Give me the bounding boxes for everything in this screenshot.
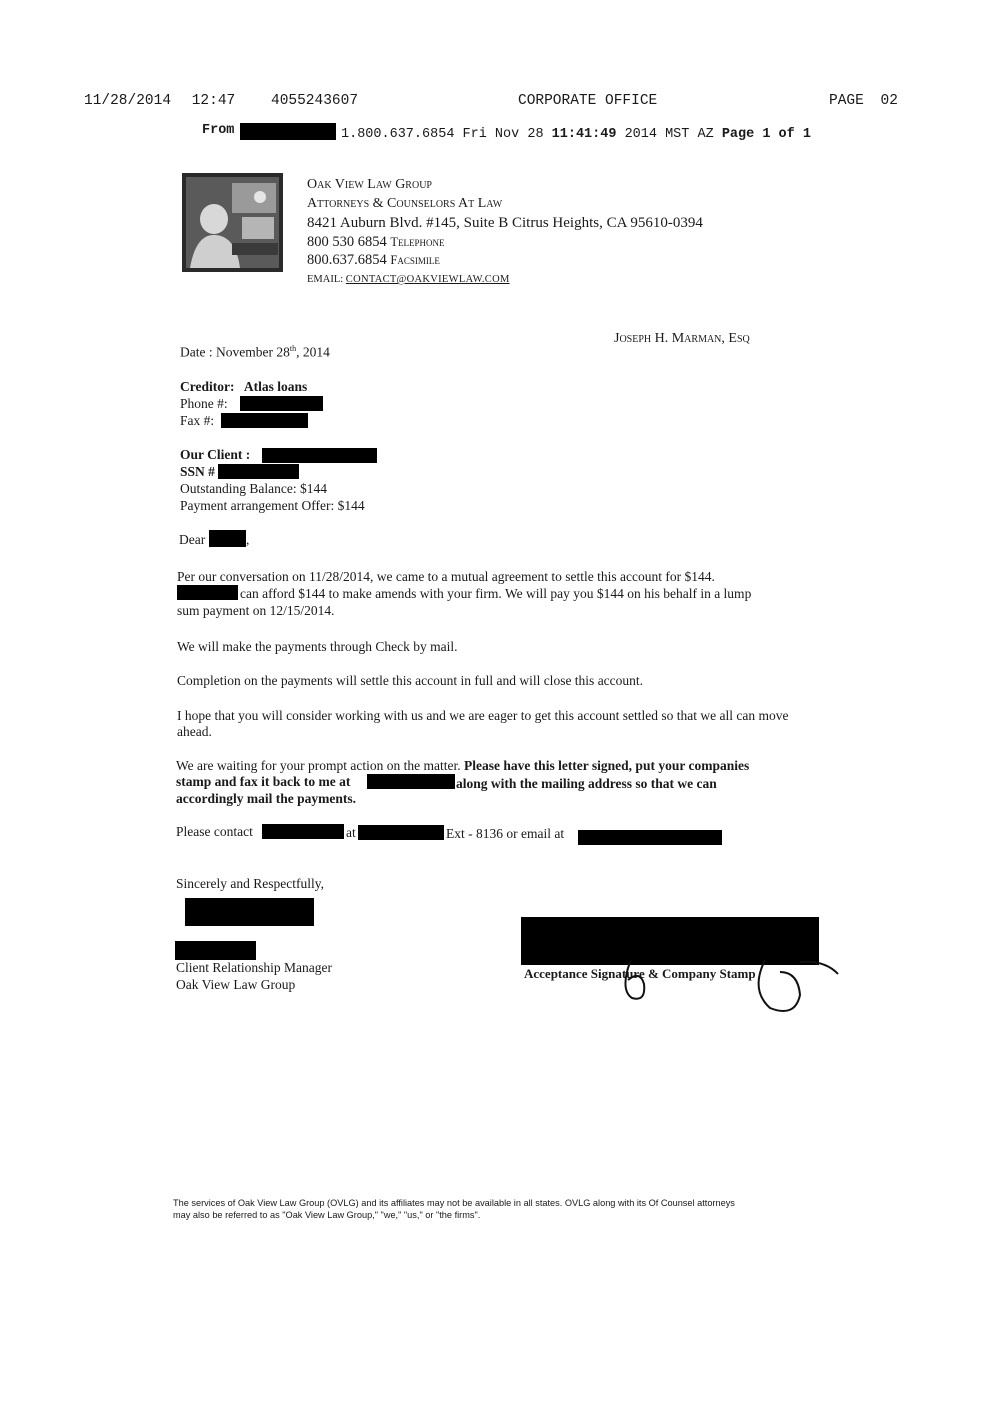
redaction-client-name	[262, 448, 377, 463]
fax-phone: 4055243607	[271, 93, 359, 109]
redaction-from	[240, 123, 336, 140]
client-label: Our Client :	[180, 447, 251, 462]
fax-time: 12:47	[191, 93, 236, 109]
fax-ts-pre: Fri Nov 28	[462, 127, 544, 142]
firm-email-label: EMAIL:	[307, 274, 344, 285]
letter-date-label: Date : November 28	[180, 344, 290, 360]
para5-bold-a: Please have this letter signed, put your companies	[463, 758, 750, 773]
firm-phone-label: Telephone	[390, 235, 445, 249]
fax-ts-time: 11:41:49	[551, 127, 617, 142]
firm-name: Oak View Law Group	[307, 177, 432, 192]
signer-org: Oak View Law Group	[176, 977, 296, 992]
contact-b: at	[346, 825, 356, 840]
fax-office: CORPORATE OFFICE	[518, 93, 658, 109]
contact-a: Please contact	[176, 824, 253, 839]
para3: Completion on the payments will settle this account in full and will close this account.	[177, 673, 644, 688]
firm-phone: 800 530 6854	[307, 234, 387, 250]
footer-disclaimer-line1: The services of Oak View Law Group (OVLG) and its affiliates may not be available in all states. OVLG along with its Of Counsel attorneys	[173, 1198, 735, 1208]
redaction-signer-name	[175, 941, 256, 960]
firm-fax-label: Facsimile	[390, 253, 440, 267]
fax-header	[84, 93, 235, 109]
contact-c: Ext - 8136 or email at	[446, 826, 565, 841]
creditor-line	[180, 379, 307, 395]
fax-page-num: 02	[880, 93, 898, 109]
salutation: Dear	[179, 532, 206, 547]
firm-email-line	[307, 274, 510, 285]
creditor-phone-label: Phone #:	[180, 396, 228, 411]
redaction-ssn	[218, 464, 299, 479]
outstanding-balance: Outstanding Balance: $144	[180, 481, 327, 496]
creditor-fax-label: Fax #:	[180, 413, 215, 428]
redaction-creditor-phone	[240, 396, 323, 411]
closing: Sincerely and Respectfully,	[176, 876, 324, 891]
letter-date-sup: th	[289, 344, 297, 353]
redaction-contact-name	[262, 824, 344, 839]
footer-disclaimer-line2: may also be referred to as "Oak View Law Group," "we," "us," or "the firms".	[173, 1210, 481, 1220]
fax-from-label: From	[202, 123, 235, 138]
fax-line2-info	[341, 127, 811, 142]
firm-fax-line	[307, 252, 440, 269]
fax-ts-post: 2014 MST AZ	[624, 127, 714, 142]
ssn-label: SSN #	[180, 464, 215, 479]
para5-bold-c: along with the mailing address so that we can	[456, 776, 717, 791]
para1-line2: can afford $144 to make amends with your firm. We will pay you $144 on his behalf in a lump	[240, 586, 752, 601]
creditor-name: Atlas loans	[243, 379, 308, 394]
redaction-para1-name	[177, 585, 238, 600]
redaction-signature	[185, 898, 314, 926]
firm-address: 8421 Auburn Blvd. #145, Suite B Citrus Heights, CA 95610-0394	[307, 215, 703, 231]
fax-date: 11/28/2014	[84, 93, 172, 109]
para5-bold-d: accordingly mail the payments.	[176, 791, 356, 806]
para4: I hope that you will consider working with us and we are eager to get this account settled so that we all can move ahead.	[177, 708, 789, 739]
attorney-name: Joseph H. Marman, Esq	[614, 331, 750, 346]
payment-offer: Payment arrangement Offer: $144	[180, 498, 365, 513]
firm-fax: 800.637.6854	[307, 252, 387, 268]
para1-line3: sum payment on 12/15/2014.	[177, 603, 335, 618]
fax-from-number: 1.800.637.6854	[341, 127, 455, 142]
fax-page-info: Page 1 of 1	[721, 127, 811, 142]
letter-date	[180, 344, 330, 361]
redaction-fax-number	[367, 774, 455, 789]
firm-subtitle: Attorneys & Counselors At Law	[307, 196, 503, 211]
firm-logo-photo	[182, 173, 283, 272]
para5-plain: We are waiting for your prompt action on the matter.	[176, 758, 461, 773]
creditor-label: Creditor:	[180, 379, 235, 394]
firm-phone-line	[307, 234, 445, 251]
redaction-contact-phone	[358, 825, 444, 840]
redaction-creditor-fax	[221, 413, 308, 428]
fax-page	[829, 93, 898, 109]
para5-line1	[176, 758, 749, 774]
handwritten-loops-signature	[600, 950, 850, 1020]
para5-bold-b: stamp and fax it back to me at	[176, 774, 351, 789]
para1-line1: Per our conversation on 11/28/2014, we came to a mutual agreement to settle this account for $144.	[177, 569, 715, 584]
salutation-end: ,	[246, 532, 250, 547]
acceptance-label: Acceptance Signature & Company Stamp	[524, 966, 756, 981]
firm-email-link[interactable]: CONTACT@OAKVIEWLAW.COM	[345, 274, 510, 285]
redaction-salutation	[209, 530, 246, 547]
signer-title: Client Relationship Manager	[176, 960, 332, 975]
para2: We will make the payments through Check by mail.	[177, 639, 458, 654]
redaction-contact-email	[578, 830, 722, 845]
fax-page-label: PAGE	[829, 93, 864, 109]
letter-date-year: , 2014	[296, 344, 330, 360]
